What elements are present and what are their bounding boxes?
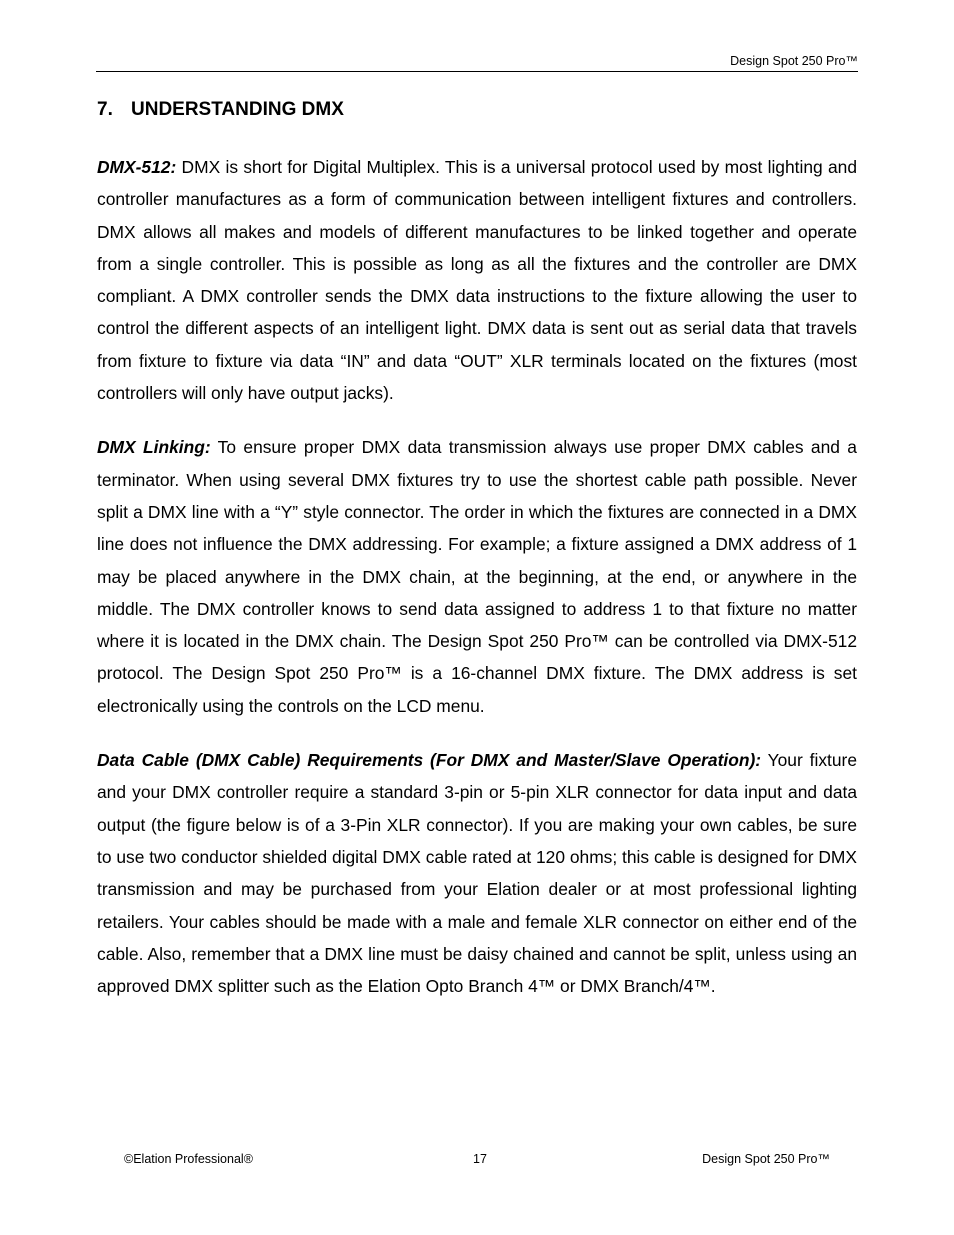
- page-header-product: Design Spot 250 Pro™: [730, 54, 858, 68]
- section-title: UNDERSTANDING DMX: [131, 99, 344, 120]
- footer-page-number: 17: [473, 1152, 487, 1166]
- section-number: 7.: [97, 99, 113, 120]
- paragraph-data-cable: [97, 744, 857, 1002]
- header-divider: [96, 71, 858, 72]
- section-heading: [97, 98, 344, 122]
- paragraph-lead: DMX Linking:: [97, 437, 211, 458]
- paragraph-lead: Data Cable (DMX Cable) Requirements (For DMX and Master/Slave Operation):: [97, 750, 762, 771]
- paragraph-dmx-512: [97, 151, 857, 409]
- paragraph-text: DMX is short for Digital Multiplex. This is a universal protocol used by most lighting and controller manufactures as a form of communication between intelligent fixtures and controllers. DMX allows all makes and models of different manufactures to be linked together and operate from a single controller. This is possible as long as all the fixtures and the controller are DMX compliant. A DMX controller sends the DMX data instructions to the fixture allowing the user to control the different aspects of an intelligent light. DMX data is sent out as serial data that travels from fixture to fixture via data “IN” and data “OUT” XLR terminals located on the fixtures (most controllers will only have output jacks).: [97, 157, 857, 404]
- paragraph-lead: DMX-512:: [97, 157, 177, 177]
- body-content: [97, 151, 857, 1024]
- paragraph-text: Your fixture and your DMX controller require a standard 3-pin or 5-pin XLR connector for data input and data output (the figure below is of a 3-Pin XLR connector). If you are making your own cables, be sure to use two conductor shielded digital DMX cable rated at 120 ohms; this cable is designed for DMX transmission and may be purchased from your Elation dealer or at most professional lighting retailers. Your cables should be made with a male and female XLR connector on either end of the cable. Also, remember that a DMX line must be daisy chained and cannot be split, unless using an approved DMX splitter such as the Elation Opto Branch 4™ or DMX Branch/4™.: [97, 750, 858, 997]
- paragraph-dmx-linking: [97, 431, 857, 722]
- footer-copyright: ©Elation Professional®: [124, 1152, 253, 1166]
- footer-product: Design Spot 250 Pro™: [702, 1152, 830, 1166]
- paragraph-text: To ensure proper DMX data transmission always use proper DMX cables and a terminator. When using several DMX fixtures try to use the shortest cable path possible. Never split a DMX line with a “Y” style connector. The order in which the fixtures are connected in a DMX line does not influence the DMX addressing. For example; a fixture assigned a DMX address of 1 may be placed anywhere in the DMX chain, at the beginning, at the end, or anywhere in the middle. The DMX controller knows to send data assigned to address 1 to that fixture no matter where it is located in the DMX chain. The Design Spot 250 Pro™ can be controlled via DMX-512 protocol. The Design Spot 250 Pro™ is a 16-channel DMX fixture. The DMX address is set electronically using the controls on the LCD menu.: [97, 437, 857, 716]
